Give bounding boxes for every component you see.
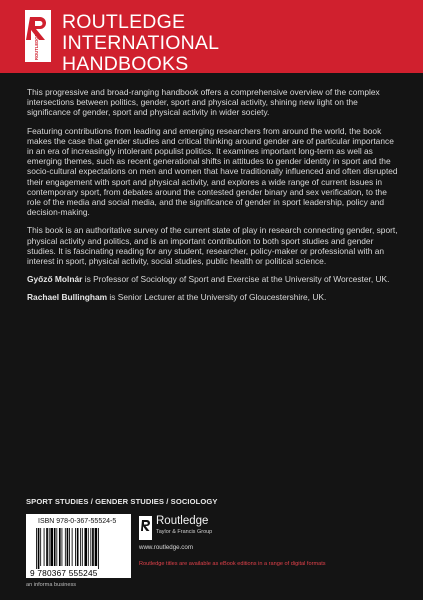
barcode-panel: [26, 514, 131, 578]
blurb-paragraph: This progressive and broad-ranging handbook offers a comprehensive overview of the complex intersections between politics, gender, sport and physical activity, shining new light on the significance of gender, sport and physical activity in wider society.: [27, 87, 380, 118]
series-title-line2: INTERNATIONAL: [62, 32, 220, 54]
publisher-group: Taylor & Francis Group: [156, 529, 213, 535]
logo-vertical-text: ROUTLEDGE: [34, 33, 39, 60]
author-description: is Senior Lecturer at the University of Gloucestershire, UK.: [107, 292, 327, 303]
subject-categories: SPORT STUDIES / GENDER STUDIES / SOCIOLOGY: [26, 497, 218, 506]
author-description: is Professor of Sociology of Sport and Exercise at the University of Worcester, UK.: [82, 274, 390, 285]
routledge-logo-icon: [25, 10, 51, 62]
author-name: Rachael Bullingham: [27, 292, 108, 303]
series-title-line3: HANDBOOKS: [62, 53, 189, 75]
author-bio: [27, 274, 399, 284]
routledge-small-logo-icon: [139, 516, 152, 540]
publisher-url[interactable]: www.routledge.com: [139, 544, 193, 551]
back-cover-blurb: [27, 87, 399, 311]
isbn-label: ISBN 978-0-367-55524-5: [38, 518, 117, 525]
blurb-paragraph: Featuring contributions from leading and emerging researchers from around the world, the book makes the case that gender studies and critical thinking around gender are of particular importance in an era of increasingly intolerant populist politics. It examines important long-term as well as emerging themes, such as recent generational shifts in attitudes to gender identity in sport and the socio-cultural expectations on men and women that have traditionally influenced and often disrupted their engagement with sport and physical activity, and explores a wide range of current issues in contemporary sport, from debates around the contested gender binary and sex verification, to the role of the media and social media, and the significance of gender in sport leadership, policy and decision-making.: [27, 125, 398, 218]
publisher-name: Routledge: [156, 515, 209, 527]
series-title: [62, 12, 219, 75]
author-bio: [27, 292, 399, 302]
informa-tagline: an informa business: [26, 582, 77, 588]
barcode-icon: [30, 528, 127, 578]
barcode-number: 9 780367 555245: [30, 568, 98, 578]
ebook-note: Routledge titles are available as eBook editions in a range of digital formats: [139, 561, 326, 567]
blurb-paragraph: This book is an authoritative survey of the current state of play in research connecting gender, sport, physical activity and politics, and is an important contribution to both sport studies and gender studies. It is fascinating reading for any student, researcher, policy-maker or professional with an interest in sport, physical activity, social studies, public health or political science.: [27, 225, 398, 267]
author-name: Győző Molnár: [27, 274, 83, 285]
series-title-line1: ROUTLEDGE: [62, 11, 186, 33]
series-banner: [0, 0, 423, 73]
